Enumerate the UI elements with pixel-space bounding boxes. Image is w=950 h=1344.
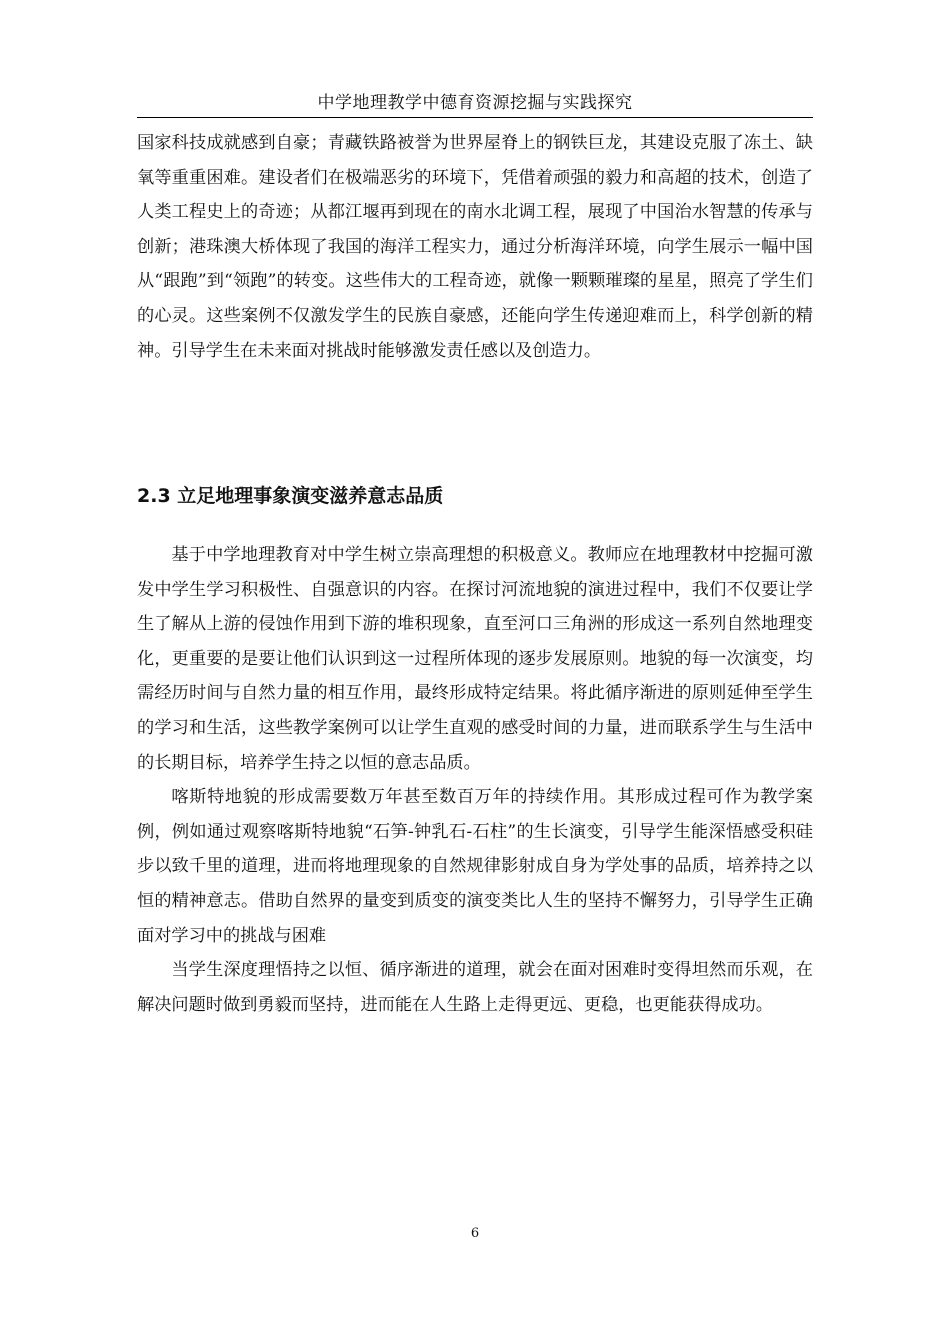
page-number: 6 (470, 1226, 480, 1241)
section-heading: 2.3 立足地理事象演变滋养意志品质 (137, 485, 444, 507)
continued-paragraph: 国家科技成就感到自豪；青藏铁路被誉为世界屋脊上的钢铁巨龙，其建设克服了冻土、缺氧等重重困难。建设者们在极端恶劣的环境下，凭借着顽强的毅力和高超的技术，创造了人类工程史上的奇迹；从都江堰再到现在的南水北调工程，展现了中国治水智慧的传承与创新；港珠澳大桥体现了我国的海洋工程实力，通过分析海洋环境，向学生展示一幅中国从“跟跑”到“领跑”的转变。这些伟大的工程奇迹，就像一颗颗璀璨的星星，照亮了学生们的心灵。这些案例不仅激发学生的民族自豪感，还能向学生传递迎难而上，科学创新的精神。引导学生在未来面对挑战时能够激发责任感以及创造力。 (137, 133, 813, 361)
body-paragraph: 喀斯特地貌的形成需要数万年甚至数百万年的持续作用。其形成过程可作为教学案例，例如通过观察喀斯特地貌“石笋-钟乳石-石柱”的生长演变，引导学生能深悟感受积硅步以致千里的道理，进而将地理现象的自然规律影射成自身为学处事的品质，培养持之以恒的精神意志。借助自然界的量变到质变的演变类比人生的坚持不懈努力，引导学生正确面对学习中的挑战与困难 (137, 787, 813, 946)
continued-paragraph-block (137, 126, 813, 368)
body-paragraph: 当学生深度理悟持之以恒、循序渐进的道理，就会在面对困难时变得坦然而乐观，在解决问题时做到勇毅而坚持，进而能在人生路上走得更远、更稳，也更能获得成功。 (137, 960, 813, 1015)
header-rule (137, 117, 813, 118)
body-paragraph: 基于中学地理教育对中学生树立崇高理想的积极意义。教师应在地理教材中挖掘可激发中学生学习积极性、自强意识的内容。在探讨河流地貌的演进过程中，我们不仅要让学生了解从上游的侵蚀作用到下游的堆积现象，直至河口三角洲的形成这一系列自然地理变化，更重要的是要让他们认识到这一过程所体现的逐步发展原则。地貌的每一次演变，均需经历时间与自然力量的相互作用，最终形成特定结果。将此循序渐进的原则延伸至学生的学习和生活，这些教学案例可以让学生直观的感受时间的力量，进而联系学生与生活中的长期目标，培养学生持之以恒的意志品质。 (137, 545, 813, 773)
running-header: 中学地理教学中德育资源挖掘与实践探究 (317, 93, 633, 113)
section-body (137, 538, 813, 1022)
